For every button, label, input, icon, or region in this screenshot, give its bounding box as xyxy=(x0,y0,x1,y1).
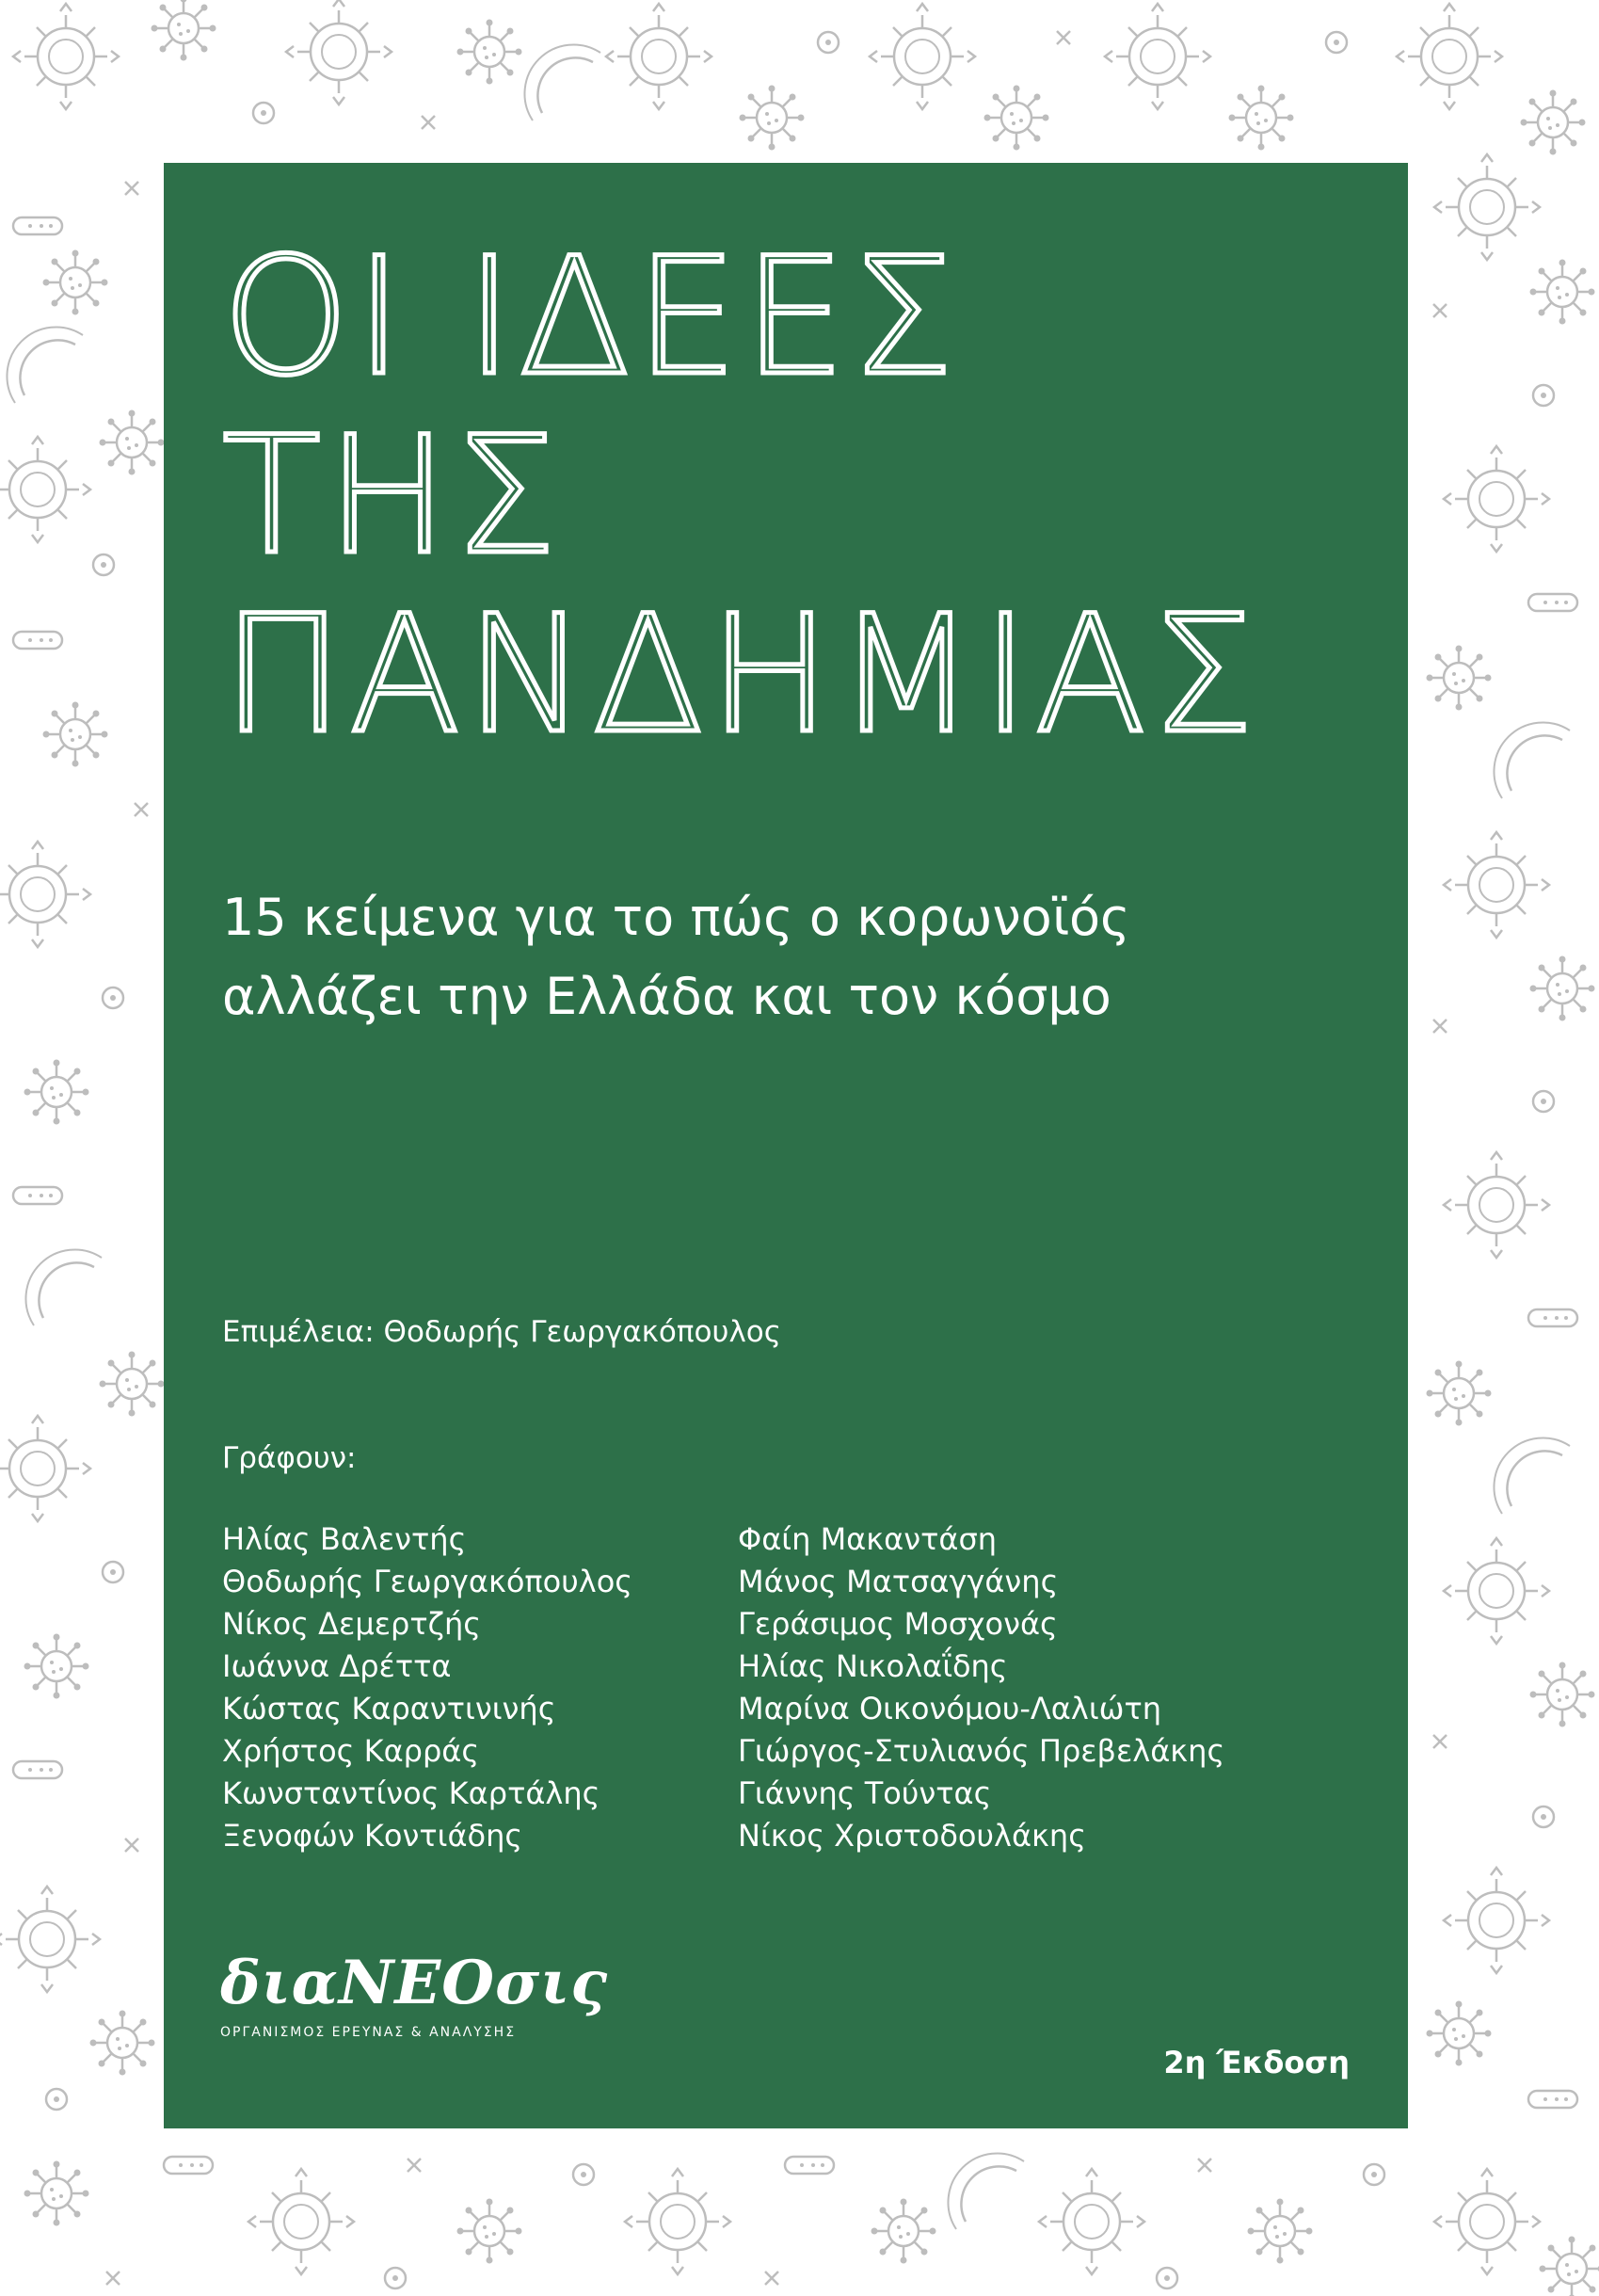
author-name: Κώστας Καραντινινής xyxy=(222,1691,556,1726)
subtitle xyxy=(222,878,1130,1036)
author-name: Γεράσιμος Μοσχονάς xyxy=(738,1606,1058,1642)
publisher-logo xyxy=(220,1950,608,2040)
author-name: Ηλίας Βαλεντής xyxy=(222,1521,467,1557)
authors-right-column xyxy=(738,1518,1224,1857)
edition-label: 2η Έκδοση xyxy=(1163,2045,1350,2080)
title-line-1: ΟΙ ΙΔΕΕΣ xyxy=(222,222,960,411)
title-line-2: ΤΗΣ xyxy=(222,401,563,590)
subtitle-line-1: 15 κείμενα για το πώς ο κορωνοϊός xyxy=(222,888,1130,947)
authors-left-column xyxy=(222,1518,632,1857)
cover-panel xyxy=(164,163,1408,2128)
author-name: Μάνος Ματσαγγάνης xyxy=(738,1564,1059,1599)
author-name: Νίκος Χριστοδουλάκης xyxy=(738,1818,1086,1854)
editor-credit: Επιμέλεια: Θοδωρής Γεωργακόπουλος xyxy=(222,1315,781,1349)
logo-wordmark: διαΝΕΟσις xyxy=(220,1948,609,2018)
author-name: Χρήστος Καρράς xyxy=(222,1733,480,1769)
author-name: Γιάννης Τούντας xyxy=(738,1775,992,1811)
author-name: Φαίη Μακαντάση xyxy=(738,1521,998,1557)
author-name: Ιωάννα Δρέττα xyxy=(222,1648,452,1684)
author-name: Ξενοφών Κοντιάδης xyxy=(222,1818,523,1854)
title-line-3: ΠΑΝΔΗΜΙΑΣ xyxy=(222,580,1260,769)
author-name: Θοδωρής Γεωργακόπουλος xyxy=(222,1564,633,1599)
author-name: Νίκος Δεμερτζής xyxy=(222,1606,482,1642)
writers-label: Γράφουν: xyxy=(222,1441,357,1475)
author-name: Ηλίας Νικολαΐδης xyxy=(738,1648,1008,1684)
author-name: Κωνσταντίνος Καρτάλης xyxy=(222,1775,600,1811)
subtitle-line-2: αλλάζει την Ελλάδα και τον κόσμο xyxy=(222,967,1111,1026)
logo-tagline: ΟΡΓΑΝΙΣΜΟΣ ΕΡΕΥΝΑΣ & ΑΝΑΛΥΣΗΣ xyxy=(220,2025,517,2040)
author-name: Γιώργος-Στυλιανός Πρεβελάκης xyxy=(738,1733,1225,1769)
author-name: Μαρίνα Οικονόμου-Λαλιώτη xyxy=(738,1691,1161,1726)
